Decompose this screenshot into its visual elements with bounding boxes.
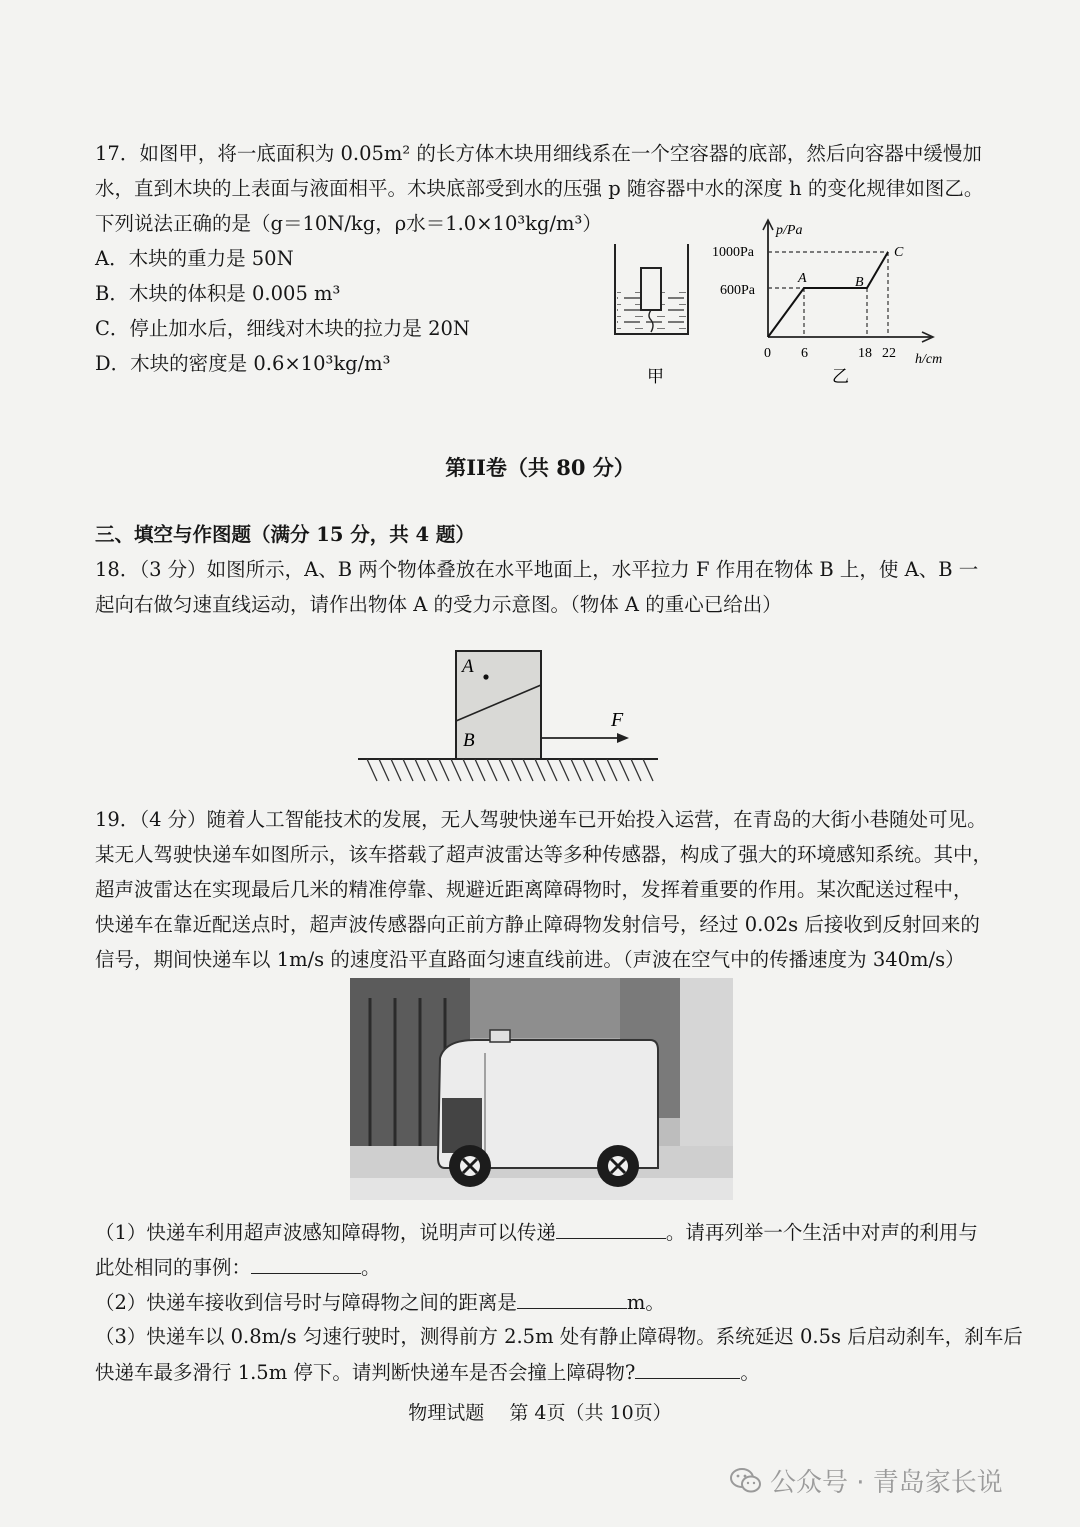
q19-sub3-text-b: 快递车最多滑行 1.5m 停下。请判断快递车是否会撞上障碍物? — [95, 1361, 636, 1384]
origin-label: 0 — [764, 346, 771, 361]
q17-figure-jia — [600, 232, 710, 392]
q17-graph-yi — [706, 212, 966, 392]
q19-sub2-blank[interactable] — [517, 1288, 627, 1309]
q19-sub3-line-1: （3）快递车以 0.8m/s 匀速行驶时，测得前方 2.5m 处有静止障碍物。系统延迟 0.5s 后启动刹车，刹车后 — [95, 1325, 1023, 1348]
center-of-gravity-A — [483, 674, 488, 679]
wechat-icon — [730, 1467, 762, 1495]
q19-sub1-text-a: （1）快递车利用超声波感知障碍物，说明声可以传递 — [95, 1221, 556, 1244]
point-A-label: A — [798, 271, 807, 286]
q19-sub3-blank[interactable] — [635, 1358, 740, 1379]
q17-option-b: B．木块的体积是 0.005 m³ — [95, 282, 341, 305]
q19-sub3-text-c: 。 — [740, 1361, 760, 1384]
watermark-text: 公众号 · 青岛家长说 — [770, 1468, 1003, 1498]
q19-sub3-line-2 — [95, 1358, 760, 1387]
q19-line-3: 超声波雷达在实现最后几米的精准停靠、规避近距离障碍物时，发挥着重要的作用。某次配送过程中， — [95, 878, 973, 901]
watermark — [730, 1462, 1003, 1499]
x-tick-6: 6 — [801, 346, 808, 361]
q18-line-2: 起向右做匀速直线运动，请作出物体 A 的受力示意图。（物体 A 的重心已给出） — [95, 593, 782, 616]
point-C-label: C — [894, 245, 904, 260]
x-tick-18: 18 — [858, 346, 872, 361]
y-tick-1000: 1000Pa — [712, 245, 754, 260]
q17-stem-line-1: 17．如图甲，将一底面积为 0.05m² 的长方体木块用细线系在一个空容器的底部，然后向容器中缓慢加 — [95, 142, 982, 165]
q17-option-d: D．木块的密度是 0.6×10³kg/m³ — [95, 352, 391, 375]
point-B-label: B — [855, 275, 864, 290]
q19-line-2: 某无人驾驶快递车如图所示，该车搭载了超声波雷达等多种传感器，构成了强大的环境感知系统。其中， — [95, 843, 993, 866]
pressure-curve — [768, 252, 888, 337]
q19-line-4: 快递车在靠近配送点时，超声波传感器向正前方静止障碍物发射信号，经过 0.02s 后接收到反射回来的 — [95, 913, 980, 936]
q19-line-1: 19．（4 分）随着人工智能技术的发展，无人驾驶快递车已开始投入运营，在青岛的大街小巷随处可见。 — [95, 808, 987, 831]
wood-block — [641, 268, 661, 310]
force-arrow-head — [617, 733, 629, 743]
q18-figure — [355, 645, 665, 790]
q19-sub1-line-1 — [95, 1218, 978, 1247]
label-A: A — [462, 656, 474, 677]
x-tick-22: 22 — [882, 346, 896, 361]
q17-option-a: A．木块的重力是 50N — [95, 247, 294, 270]
y-tick-600: 600Pa — [720, 283, 755, 298]
x-axis-label: h/cm — [915, 352, 943, 367]
y-axis-label: p/Pa — [776, 223, 803, 238]
q19-sub1-blank-1[interactable] — [556, 1218, 666, 1239]
graph-caption: 乙 — [832, 367, 849, 386]
section-2-title: 第II卷（共 80 分） — [445, 455, 635, 480]
q18-line-1: 18．（3 分）如图所示，A、B 两个物体叠放在水平地面上，水平拉力 F 作用在物体 B 上，使 A、B 一 — [95, 558, 979, 581]
figure-jia-caption: 甲 — [647, 367, 664, 386]
delivery-vehicle-photo — [350, 978, 733, 1200]
q17-option-c: C．停止加水后，细线对木块的拉力是 20N — [95, 317, 470, 340]
q17-stem-line-3: 下列说法正确的是（g＝10N/kg，ρ水＝1.0×10³kg/m³） — [95, 212, 602, 235]
q19-sub1-text-c: 此处相同的事例： — [95, 1256, 252, 1279]
q19-sub2-line — [95, 1288, 665, 1317]
q17-stem-line-2: 水，直到木块的上表面与液面相平。木块底部受到水的压强 p 随容器中水的深度 h 的变化规律如图乙。 — [95, 177, 984, 200]
q19-sub2-text-a: （2）快递车接收到信号时与障碍物之间的距离是 — [95, 1291, 517, 1314]
q19-sub1-line-2 — [95, 1253, 381, 1282]
q19-sub2-text-b: m。 — [626, 1291, 665, 1314]
page-footer: 物理试题 第 4页（共 10页） — [408, 1402, 672, 1424]
label-F: F — [611, 709, 624, 731]
q19-sub1-blank-2[interactable] — [251, 1253, 361, 1274]
section-3-title: 三、填空与作图题（满分 15 分，共 4 题） — [95, 523, 475, 546]
q19-sub1-text-b: 。请再列举一个生活中对声的利用与 — [665, 1221, 978, 1244]
q19-sub1-text-d: 。 — [361, 1256, 381, 1279]
label-B: B — [463, 730, 475, 751]
q19-line-5: 信号，期间快递车以 1m/s 的速度沿平直路面匀速直线前进。（声波在空气中的传播速度为 340m/s） — [95, 948, 965, 971]
